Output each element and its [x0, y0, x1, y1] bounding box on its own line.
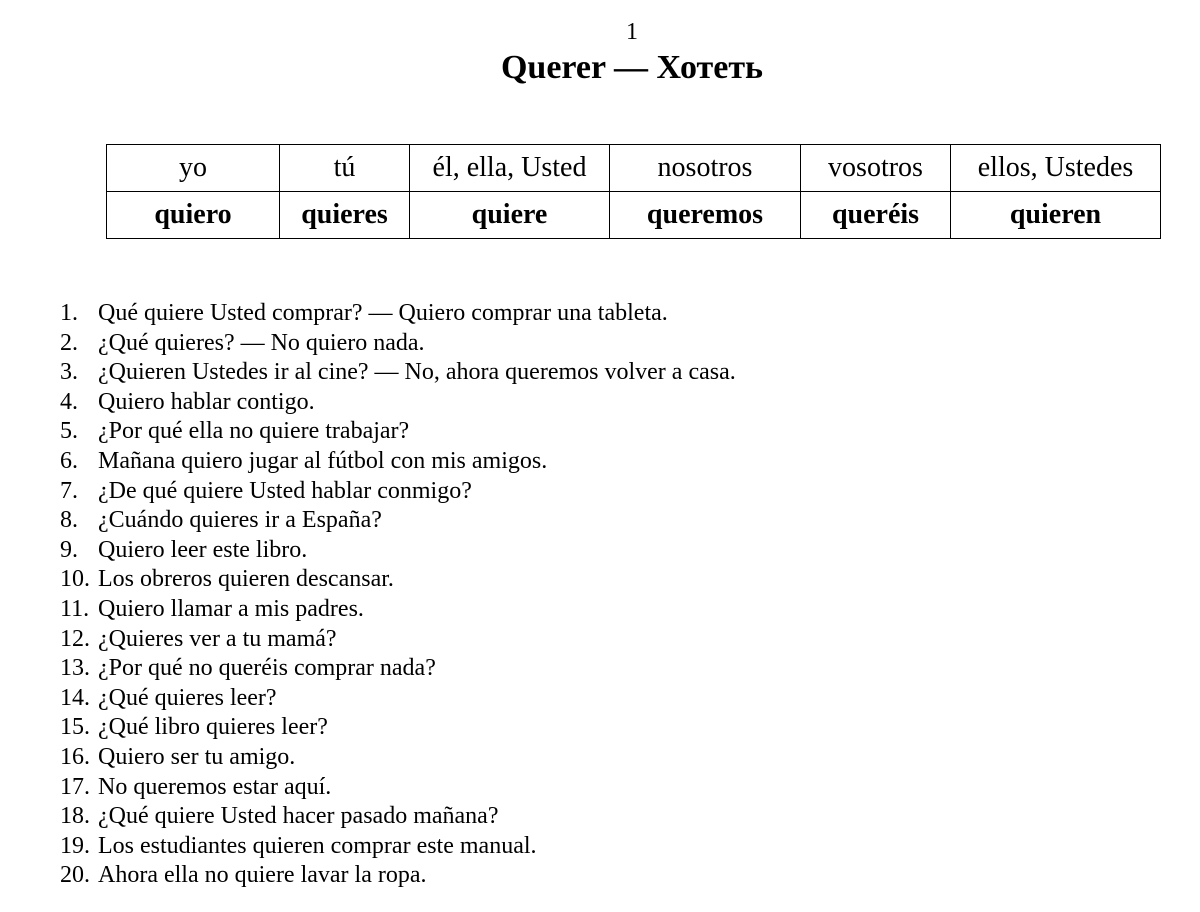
sentence-text: Los obreros quieren descansar.: [98, 566, 394, 593]
sentence-number: 4.: [60, 388, 78, 415]
list-item: [60, 684, 736, 714]
verb-form-nosotros: queremos: [610, 192, 801, 239]
sentence-number: 10.: [60, 566, 90, 593]
sentence-text: ¿Qué quieres? — No quiero nada.: [98, 329, 425, 356]
page-number: 1: [626, 19, 638, 45]
sentence-number: 18.: [60, 803, 90, 830]
verb-form-el: quiere: [410, 192, 610, 239]
pronoun-cell-el: él, ella, Usted: [410, 145, 610, 192]
conjugation-table: [106, 144, 1161, 239]
list-item: [60, 595, 736, 625]
sentence-number: 2.: [60, 329, 78, 356]
verb-form-ellos: quieren: [951, 192, 1161, 239]
list-item: [60, 536, 736, 566]
pronoun-cell-vosotros: vosotros: [801, 145, 951, 192]
pronoun-cell-tu: tú: [280, 145, 410, 192]
page-title: Querer — Хотеть: [500, 49, 764, 86]
sentence-text: Quiero llamar a mis padres.: [98, 595, 364, 622]
list-item: [60, 447, 736, 477]
sentence-text: Quiero ser tu amigo.: [98, 743, 296, 770]
sentence-text: ¿Por qué ella no quiere trabajar?: [98, 418, 410, 445]
list-item: [60, 713, 736, 743]
sentence-number: 20.: [60, 862, 90, 889]
sentence-text: Quiero hablar contigo.: [98, 388, 315, 415]
sentence-number: 9.: [60, 536, 78, 563]
sentence-number: 8.: [60, 507, 78, 534]
sentence-text: No queremos estar aquí.: [98, 773, 332, 800]
sentence-number: 16.: [60, 743, 90, 770]
sentence-text: ¿Qué libro quieres leer?: [98, 714, 328, 741]
list-item: [60, 388, 736, 418]
list-item: [60, 299, 736, 329]
sentence-number: 3.: [60, 359, 78, 386]
sentence-number: 11.: [60, 595, 90, 622]
sentence-number: 13.: [60, 655, 90, 682]
list-item: [60, 654, 736, 684]
sentence-text: Qué quiere Usted comprar? — Quiero comprar una tableta.: [98, 300, 668, 326]
pronoun-cell-ellos: ellos, Ustedes: [951, 145, 1161, 192]
pronoun-cell-nosotros: nosotros: [610, 145, 801, 192]
pronoun-row: [107, 145, 1161, 192]
pronoun-cell-yo: yo: [107, 145, 280, 192]
sentence-text: Ahora ella no quiere lavar la ropa.: [98, 862, 427, 889]
sentence-number: 17.: [60, 773, 90, 800]
verb-form-tu: quieres: [280, 192, 410, 239]
verb-form-yo: quiero: [107, 192, 280, 239]
sentence-text: ¿Quieren Ustedes ir al cine? — No, ahora queremos volver a casa.: [98, 359, 736, 386]
sentence-number: 12.: [60, 625, 90, 652]
list-item: [60, 506, 736, 536]
sentence-text: ¿Quieres ver a tu mamá?: [98, 625, 337, 652]
list-item: [60, 743, 736, 773]
list-item: [60, 832, 736, 862]
list-item: [60, 417, 736, 447]
sentence-text: Los estudiantes quieren comprar este manual.: [98, 832, 537, 859]
list-item: [60, 802, 736, 832]
sentence-text: Mañana quiero jugar al fútbol con mis amigos.: [98, 447, 548, 474]
list-item: [60, 358, 736, 388]
sentence-text: ¿Cuándo quieres ir a España?: [98, 507, 382, 534]
list-item: [60, 625, 736, 655]
sentence-text: ¿De qué quiere Usted hablar conmigo?: [98, 477, 472, 504]
verb-form-row: [107, 192, 1161, 239]
sentence-text: ¿Qué quiere Usted hacer pasado mañana?: [98, 803, 499, 830]
sentence-number: 5.: [60, 418, 78, 445]
sentence-number: 1.: [60, 300, 78, 326]
list-item: [60, 773, 736, 803]
list-item: [60, 565, 736, 595]
sentence-number: 14.: [60, 684, 90, 711]
sentence-number: 19.: [60, 832, 90, 859]
list-item: [60, 477, 736, 507]
sentence-number: 15.: [60, 714, 90, 741]
list-item: [60, 861, 736, 891]
list-item: [60, 329, 736, 359]
sentence-number: 6.: [60, 447, 78, 474]
sentence-text: ¿Por qué no queréis comprar nada?: [98, 655, 436, 682]
sentence-text: Quiero leer este libro.: [98, 536, 308, 563]
example-sentences-list: [60, 299, 736, 891]
verb-form-vosotros: queréis: [801, 192, 951, 239]
sentence-number: 7.: [60, 477, 78, 504]
sentence-text: ¿Qué quieres leer?: [98, 684, 277, 711]
